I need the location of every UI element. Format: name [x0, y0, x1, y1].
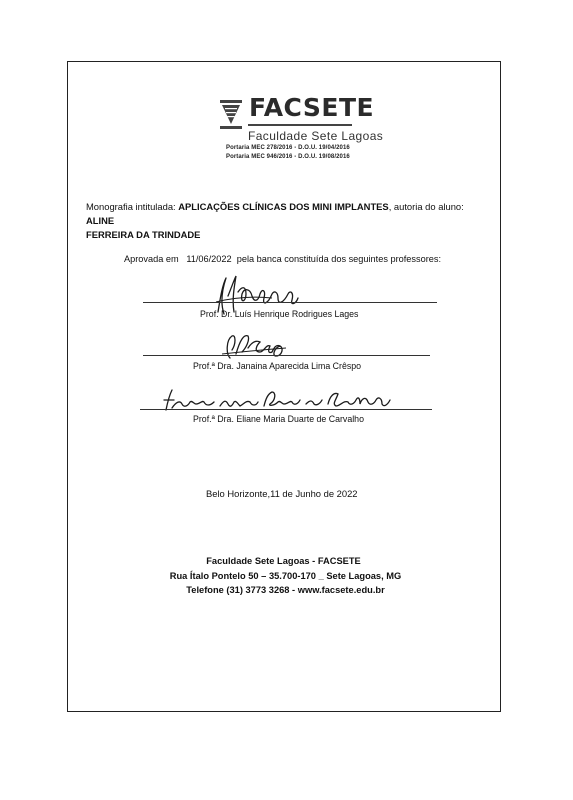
mono-mid: , autoria do aluno:: [388, 201, 464, 212]
signatory-1-name: Prof. Dr. Luís Henrique Rodrigues Lages: [200, 309, 359, 319]
signatory-2-name: Prof.ª Dra. Janaina Aparecida Lima Crêspo: [193, 361, 362, 371]
logo-wordmark: FACSETE: [249, 93, 375, 122]
signature-line-2: [143, 355, 430, 356]
portaria-line-2: Portaria MEC 946/2016 - D.O.U. 19/08/2016: [226, 154, 350, 160]
approval-date: 11/06/2022: [186, 254, 232, 264]
footer-institution: Faculdade Sete Lagoas - FACSETE: [206, 556, 361, 566]
approval-suffix: pela banca constituída dos seguintes professores:: [231, 254, 442, 264]
signature-line-1: [143, 302, 437, 303]
mono-title: APLICAÇÕES CLÍNICAS DOS MINI IMPLANTES: [178, 201, 389, 212]
footer-contact: Telefone (31) 3773 3268 - www.facsete.edu.br: [186, 585, 385, 595]
portaria-line-1: Portaria MEC 278/2016 - D.O.U. 19/04/2016: [226, 145, 350, 151]
approval-line: [124, 254, 441, 264]
mono-prefix: Monografia intitulada:: [86, 201, 179, 212]
signature-line-3: [140, 409, 432, 410]
city-date: Belo Horizonte,11 de Junho de 2022: [206, 488, 358, 499]
monograph-statement: [86, 200, 486, 242]
signatory-3-name: Prof.ª Dra. Eliane Maria Duarte de Carvalho: [193, 414, 364, 424]
author-name-b: FERREIRA DA TRINDADE: [86, 229, 201, 240]
footer-address: Rua Ítalo Pontelo 50 – 35.700-170 _ Sete Lagoas, MG: [169, 571, 402, 581]
approval-prefix: Aprovada em: [124, 254, 187, 264]
logo-subtitle: Faculdade Sete Lagoas: [248, 129, 384, 143]
author-name-a: ALINE: [86, 215, 115, 226]
facsete-mark-icon: [220, 100, 246, 130]
signature-2-handwriting: [220, 328, 292, 364]
